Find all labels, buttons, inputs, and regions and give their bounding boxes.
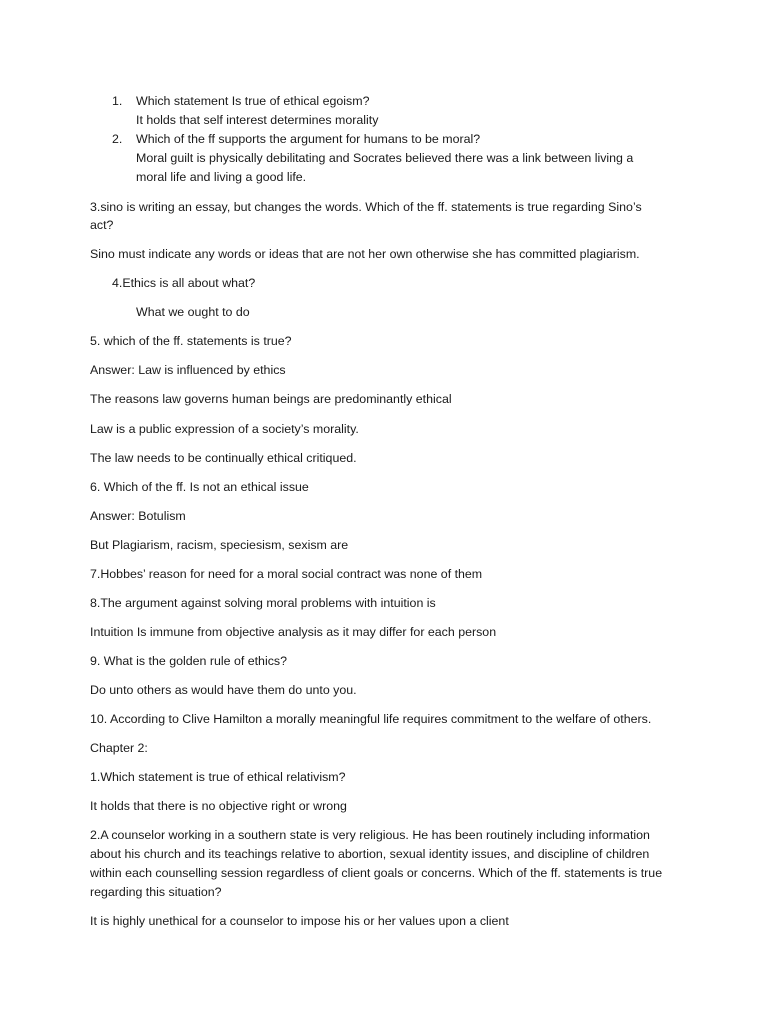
question-9: 9. What is the golden rule of ethics? <box>90 654 287 668</box>
answer-5-line-4: The law needs to be continually ethical critiqued. <box>90 451 357 465</box>
answer-4: What we ought to do <box>136 305 250 319</box>
chapter2-answer-1: It holds that there is no objective right or wrong <box>90 799 347 813</box>
answer-3: Sino must indicate any words or ideas that are not her own otherwise she has committed plagiarism. <box>90 247 640 261</box>
answer-2-line-2: moral life and living a good life. <box>136 170 307 184</box>
chapter-heading: Chapter 2: <box>90 741 148 755</box>
list-number: 2. <box>112 132 123 146</box>
question-4: 4.Ethics is all about what? <box>112 276 256 290</box>
question-1: Which statement Is true of ethical egoism? <box>136 94 370 108</box>
chapter2-question-2-line-1: 2.A counselor working in a southern state is very religious. He has been routinely including information <box>90 828 650 842</box>
question-5: 5. which of the ff. statements is true? <box>90 334 292 348</box>
answer-2-line-1: Moral guilt is physically debilitating and Socrates believed there was a link between living a <box>136 151 634 165</box>
chapter2-question-2-line-2: about his church and its teachings relative to abortion, sexual identity issues, and discipline of children <box>90 847 650 861</box>
chapter2-question-1: 1.Which statement is true of ethical relativism? <box>90 770 346 784</box>
question-2: Which of the ff supports the argument for humans to be moral? <box>136 132 481 146</box>
chapter2-answer-2: It is highly unethical for a counselor to impose his or her values upon a client <box>90 914 509 928</box>
answer-5-line-1: Answer: Law is influenced by ethics <box>90 363 286 377</box>
question-6: 6. Which of the ff. Is not an ethical issue <box>90 480 309 494</box>
chapter2-question-2-line-3: within each counselling session regardless of client goals or concerns. Which of the ff. statements is true <box>90 866 663 880</box>
answer-9: Do unto others as would have them do unto you. <box>90 683 357 697</box>
question-8: 8.The argument against solving moral problems with intuition is <box>90 596 436 610</box>
question-3-line-2: act? <box>90 218 114 232</box>
question-3-line-1: 3.sino is writing an essay, but changes the words. Which of the ff. statements is true regarding Sino’s <box>90 200 642 214</box>
list-number: 1. <box>112 94 123 108</box>
answer-8: Intuition Is immune from objective analysis as it may differ for each person <box>90 625 497 639</box>
chapter2-question-2-line-4: regarding this situation? <box>90 885 222 899</box>
question-10: 10. According to Clive Hamilton a morally meaningful life requires commitment to the welfare of others. <box>90 712 652 726</box>
answer-5-line-2: The reasons law governs human beings are predominantly ethical <box>90 392 452 406</box>
answer-6-line-1: Answer: Botulism <box>90 509 186 523</box>
answer-5-line-3: Law is a public expression of a society’s morality. <box>90 422 359 436</box>
question-7: 7.Hobbes’ reason for need for a moral social contract was none of them <box>90 567 483 581</box>
answer-1: It holds that self interest determines morality <box>136 113 379 127</box>
answer-6-line-2: But Plagiarism, racism, speciesism, sexism are <box>90 538 349 552</box>
